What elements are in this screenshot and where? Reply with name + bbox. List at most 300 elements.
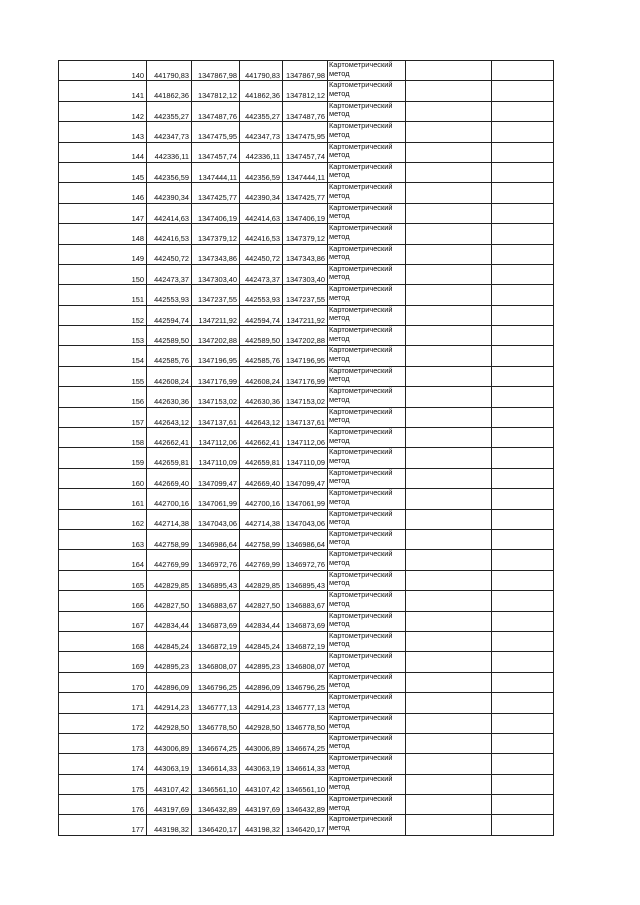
table-row [59,529,554,549]
y-coordinate-repeat-cell: 1346986,64 [283,529,328,549]
y-coordinate-repeat-cell: 1346883,67 [283,591,328,611]
y-coordinate-cell: 1346614,33 [192,754,240,774]
x-coordinate-repeat-cell: 442845,24 [240,631,283,651]
y-coordinate-cell: 1346420,17 [192,815,240,835]
empty-cell [492,366,554,386]
x-coordinate-repeat-cell: 442450,72 [240,244,283,264]
y-coordinate-repeat-cell: 1347176,99 [283,366,328,386]
x-coordinate-repeat-cell: 442473,37 [240,264,283,284]
y-coordinate-cell: 1347303,40 [192,264,240,284]
method-cell: Картометрический метод [328,387,406,407]
y-coordinate-cell: 1347099,47 [192,468,240,488]
y-coordinate-cell: 1346895,43 [192,570,240,590]
table-row [59,326,554,346]
point-number-cell: 144 [59,142,147,162]
method-cell: Картометрический метод [328,754,406,774]
point-number-cell: 148 [59,224,147,244]
point-number-cell: 164 [59,550,147,570]
empty-cell [406,611,492,631]
y-coordinate-cell: 1347812,12 [192,81,240,101]
empty-cell [406,550,492,570]
table-row [59,795,554,815]
empty-cell [492,529,554,549]
y-coordinate-cell: 1346777,13 [192,693,240,713]
y-coordinate-cell: 1347379,12 [192,224,240,244]
table-row [59,570,554,590]
empty-cell [492,468,554,488]
empty-cell [406,61,492,81]
x-coordinate-cell: 442834,44 [147,611,192,631]
x-coordinate-cell: 442414,63 [147,203,192,223]
point-number-cell: 145 [59,162,147,182]
method-cell: Картометрический метод [328,81,406,101]
empty-cell [492,142,554,162]
x-coordinate-repeat-cell: 442336,11 [240,142,283,162]
x-coordinate-cell: 442914,23 [147,693,192,713]
x-coordinate-repeat-cell: 442585,76 [240,346,283,366]
x-coordinate-cell: 442630,36 [147,387,192,407]
x-coordinate-repeat-cell: 442895,23 [240,652,283,672]
y-coordinate-cell: 1347137,61 [192,407,240,427]
y-coordinate-cell: 1346808,07 [192,652,240,672]
empty-cell [406,591,492,611]
y-coordinate-repeat-cell: 1347867,98 [283,61,328,81]
table-row [59,387,554,407]
y-coordinate-cell: 1347475,95 [192,122,240,142]
x-coordinate-cell: 443063,19 [147,754,192,774]
x-coordinate-repeat-cell: 442356,59 [240,162,283,182]
method-cell: Картометрический метод [328,407,406,427]
method-cell: Картометрический метод [328,346,406,366]
empty-cell [406,815,492,835]
x-coordinate-repeat-cell: 442758,99 [240,529,283,549]
method-cell: Картометрический метод [328,428,406,448]
empty-cell [492,754,554,774]
empty-cell [492,428,554,448]
method-cell: Картометрический метод [328,591,406,611]
table-row [59,122,554,142]
point-number-cell: 169 [59,652,147,672]
empty-cell [492,509,554,529]
empty-cell [492,61,554,81]
empty-cell [492,672,554,692]
empty-cell [406,468,492,488]
table-row [59,448,554,468]
empty-cell [406,203,492,223]
x-coordinate-cell: 442355,27 [147,101,192,121]
table-row [59,81,554,101]
x-coordinate-repeat-cell: 442659,81 [240,448,283,468]
x-coordinate-cell: 442896,09 [147,672,192,692]
y-coordinate-repeat-cell: 1347153,02 [283,387,328,407]
empty-cell [492,611,554,631]
y-coordinate-repeat-cell: 1347406,19 [283,203,328,223]
empty-cell [492,101,554,121]
table-row [59,162,554,182]
y-coordinate-cell: 1347202,88 [192,326,240,346]
x-coordinate-repeat-cell: 442414,63 [240,203,283,223]
y-coordinate-cell: 1346972,76 [192,550,240,570]
y-coordinate-cell: 1347444,11 [192,162,240,182]
empty-cell [406,713,492,733]
point-number-cell: 170 [59,672,147,692]
x-coordinate-cell: 441862,36 [147,81,192,101]
empty-cell [406,529,492,549]
empty-cell [406,407,492,427]
y-coordinate-cell: 1346561,10 [192,774,240,794]
table-row [59,672,554,692]
y-coordinate-cell: 1346778,50 [192,713,240,733]
y-coordinate-cell: 1347153,02 [192,387,240,407]
y-coordinate-cell: 1346432,89 [192,795,240,815]
y-coordinate-repeat-cell: 1346808,07 [283,652,328,672]
x-coordinate-cell: 442390,34 [147,183,192,203]
x-coordinate-repeat-cell: 442700,16 [240,489,283,509]
method-cell: Картометрический метод [328,774,406,794]
x-coordinate-repeat-cell: 441862,36 [240,81,283,101]
x-coordinate-cell: 442827,50 [147,591,192,611]
x-coordinate-cell: 442769,99 [147,550,192,570]
x-coordinate-repeat-cell: 443197,69 [240,795,283,815]
table-row [59,244,554,264]
method-cell: Картометрический метод [328,468,406,488]
x-coordinate-repeat-cell: 442834,44 [240,611,283,631]
empty-cell [492,591,554,611]
method-cell: Картометрический метод [328,795,406,815]
method-cell: Картометрический метод [328,264,406,284]
y-coordinate-repeat-cell: 1347110,09 [283,448,328,468]
method-cell: Картометрический метод [328,305,406,325]
y-coordinate-cell: 1347061,99 [192,489,240,509]
empty-cell [492,713,554,733]
method-cell: Картометрический метод [328,489,406,509]
x-coordinate-repeat-cell: 441790,83 [240,61,283,81]
x-coordinate-repeat-cell: 443107,42 [240,774,283,794]
point-number-cell: 175 [59,774,147,794]
empty-cell [406,122,492,142]
y-coordinate-repeat-cell: 1347112,06 [283,428,328,448]
y-coordinate-cell: 1346986,64 [192,529,240,549]
y-coordinate-repeat-cell: 1347202,88 [283,326,328,346]
table-row [59,224,554,244]
y-coordinate-repeat-cell: 1347343,86 [283,244,328,264]
table-row [59,631,554,651]
method-cell: Картометрический метод [328,162,406,182]
x-coordinate-repeat-cell: 442594,74 [240,305,283,325]
y-coordinate-repeat-cell: 1346674,25 [283,733,328,753]
empty-cell [406,162,492,182]
point-number-cell: 166 [59,591,147,611]
x-coordinate-repeat-cell: 442630,36 [240,387,283,407]
empty-cell [406,672,492,692]
method-cell: Картометрический метод [328,611,406,631]
method-cell: Картометрический метод [328,142,406,162]
point-number-cell: 167 [59,611,147,631]
point-number-cell: 150 [59,264,147,284]
y-coordinate-repeat-cell: 1346895,43 [283,570,328,590]
empty-cell [492,81,554,101]
x-coordinate-cell: 442473,37 [147,264,192,284]
x-coordinate-repeat-cell: 442669,40 [240,468,283,488]
empty-cell [406,448,492,468]
empty-cell [406,285,492,305]
empty-cell [492,244,554,264]
point-number-cell: 158 [59,428,147,448]
y-coordinate-repeat-cell: 1347457,74 [283,142,328,162]
method-cell: Картометрический метод [328,101,406,121]
x-coordinate-repeat-cell: 442390,34 [240,183,283,203]
empty-cell [406,387,492,407]
table-row [59,693,554,713]
x-coordinate-cell: 442608,24 [147,366,192,386]
x-coordinate-cell: 442643,12 [147,407,192,427]
point-number-cell: 149 [59,244,147,264]
empty-cell [492,264,554,284]
point-number-cell: 142 [59,101,147,121]
empty-cell [406,489,492,509]
point-number-cell: 160 [59,468,147,488]
point-number-cell: 161 [59,489,147,509]
method-cell: Картометрический метод [328,570,406,590]
y-coordinate-repeat-cell: 1347196,95 [283,346,328,366]
point-number-cell: 147 [59,203,147,223]
x-coordinate-cell: 442594,74 [147,305,192,325]
method-cell: Картометрический метод [328,550,406,570]
y-coordinate-repeat-cell: 1346561,10 [283,774,328,794]
empty-cell [492,570,554,590]
table-row [59,183,554,203]
empty-cell [406,509,492,529]
y-coordinate-cell: 1347176,99 [192,366,240,386]
y-coordinate-repeat-cell: 1347475,95 [283,122,328,142]
method-cell: Картометрический метод [328,733,406,753]
table-row [59,346,554,366]
table-body [59,61,554,836]
table-row [59,652,554,672]
y-coordinate-cell: 1346883,67 [192,591,240,611]
empty-cell [492,387,554,407]
y-coordinate-cell: 1346796,25 [192,672,240,692]
empty-cell [406,81,492,101]
table-row [59,101,554,121]
table-row [59,611,554,631]
x-coordinate-cell: 442450,72 [147,244,192,264]
x-coordinate-repeat-cell: 443063,19 [240,754,283,774]
empty-cell [406,264,492,284]
x-coordinate-cell: 443107,42 [147,774,192,794]
y-coordinate-repeat-cell: 1347211,92 [283,305,328,325]
point-number-cell: 146 [59,183,147,203]
y-coordinate-repeat-cell: 1346873,69 [283,611,328,631]
x-coordinate-repeat-cell: 442608,24 [240,366,283,386]
table-row [59,713,554,733]
table-row [59,468,554,488]
y-coordinate-cell: 1347112,06 [192,428,240,448]
x-coordinate-repeat-cell: 442416,53 [240,224,283,244]
method-cell: Картометрический метод [328,631,406,651]
point-number-cell: 155 [59,366,147,386]
x-coordinate-cell: 442829,85 [147,570,192,590]
y-coordinate-cell: 1347043,06 [192,509,240,529]
point-number-cell: 143 [59,122,147,142]
method-cell: Картометрический метод [328,244,406,264]
y-coordinate-repeat-cell: 1347099,47 [283,468,328,488]
empty-cell [492,774,554,794]
coordinates-table [58,60,554,836]
x-coordinate-cell: 442347,73 [147,122,192,142]
y-coordinate-cell: 1346872,19 [192,631,240,651]
empty-cell [406,570,492,590]
method-cell: Картометрический метод [328,61,406,81]
y-coordinate-cell: 1346873,69 [192,611,240,631]
table-row [59,366,554,386]
method-cell: Картометрический метод [328,509,406,529]
empty-cell [492,448,554,468]
x-coordinate-repeat-cell: 442714,38 [240,509,283,529]
table-row [59,815,554,835]
empty-cell [406,754,492,774]
x-coordinate-cell: 442416,53 [147,224,192,244]
point-number-cell: 174 [59,754,147,774]
y-coordinate-cell: 1346674,25 [192,733,240,753]
point-number-cell: 172 [59,713,147,733]
x-coordinate-cell: 442669,40 [147,468,192,488]
x-coordinate-cell: 442662,41 [147,428,192,448]
y-coordinate-cell: 1347457,74 [192,142,240,162]
table-row [59,407,554,427]
x-coordinate-repeat-cell: 442347,73 [240,122,283,142]
x-coordinate-repeat-cell: 442553,93 [240,285,283,305]
y-coordinate-repeat-cell: 1347812,12 [283,81,328,101]
table-row [59,509,554,529]
empty-cell [406,652,492,672]
table-row [59,142,554,162]
method-cell: Картометрический метод [328,285,406,305]
empty-cell [492,631,554,651]
y-coordinate-cell: 1347211,92 [192,305,240,325]
point-number-cell: 162 [59,509,147,529]
table-row [59,264,554,284]
empty-cell [406,244,492,264]
point-number-cell: 154 [59,346,147,366]
x-coordinate-repeat-cell: 442827,50 [240,591,283,611]
empty-cell [492,652,554,672]
x-coordinate-cell: 442336,11 [147,142,192,162]
point-number-cell: 176 [59,795,147,815]
method-cell: Картометрический метод [328,815,406,835]
x-coordinate-cell: 442356,59 [147,162,192,182]
empty-cell [492,693,554,713]
y-coordinate-repeat-cell: 1346972,76 [283,550,328,570]
x-coordinate-cell: 443197,69 [147,795,192,815]
y-coordinate-repeat-cell: 1346432,89 [283,795,328,815]
y-coordinate-repeat-cell: 1347237,55 [283,285,328,305]
x-coordinate-repeat-cell: 442829,85 [240,570,283,590]
x-coordinate-cell: 443006,89 [147,733,192,753]
method-cell: Картометрический метод [328,122,406,142]
point-number-cell: 152 [59,305,147,325]
table-row [59,489,554,509]
empty-cell [492,346,554,366]
empty-cell [406,693,492,713]
empty-cell [492,795,554,815]
empty-cell [492,122,554,142]
method-cell: Картометрический метод [328,448,406,468]
empty-cell [492,815,554,835]
x-coordinate-cell: 441790,83 [147,61,192,81]
y-coordinate-repeat-cell: 1346778,50 [283,713,328,733]
table-row [59,550,554,570]
x-coordinate-repeat-cell: 442643,12 [240,407,283,427]
y-coordinate-cell: 1347110,09 [192,448,240,468]
empty-cell [406,326,492,346]
method-cell: Картометрический метод [328,183,406,203]
empty-cell [406,795,492,815]
table-row [59,61,554,81]
x-coordinate-cell: 442895,23 [147,652,192,672]
x-coordinate-cell: 442659,81 [147,448,192,468]
x-coordinate-cell: 442700,16 [147,489,192,509]
point-number-cell: 151 [59,285,147,305]
y-coordinate-cell: 1347343,86 [192,244,240,264]
empty-cell [406,305,492,325]
y-coordinate-cell: 1347237,55 [192,285,240,305]
method-cell: Картометрический метод [328,672,406,692]
x-coordinate-repeat-cell: 442928,50 [240,713,283,733]
table-row [59,591,554,611]
point-number-cell: 163 [59,529,147,549]
empty-cell [406,733,492,753]
y-coordinate-repeat-cell: 1346872,19 [283,631,328,651]
empty-cell [406,774,492,794]
point-number-cell: 156 [59,387,147,407]
method-cell: Картометрический метод [328,366,406,386]
empty-cell [492,285,554,305]
y-coordinate-repeat-cell: 1347425,77 [283,183,328,203]
y-coordinate-cell: 1347487,76 [192,101,240,121]
empty-cell [492,183,554,203]
point-number-cell: 173 [59,733,147,753]
y-coordinate-repeat-cell: 1347379,12 [283,224,328,244]
empty-cell [492,203,554,223]
point-number-cell: 165 [59,570,147,590]
empty-cell [406,428,492,448]
y-coordinate-repeat-cell: 1347303,40 [283,264,328,284]
x-coordinate-repeat-cell: 442589,50 [240,326,283,346]
point-number-cell: 157 [59,407,147,427]
table-row [59,203,554,223]
y-coordinate-cell: 1347196,95 [192,346,240,366]
y-coordinate-repeat-cell: 1347487,76 [283,101,328,121]
method-cell: Картометрический метод [328,203,406,223]
empty-cell [406,346,492,366]
x-coordinate-cell: 443198,32 [147,815,192,835]
point-number-cell: 168 [59,631,147,651]
y-coordinate-repeat-cell: 1346420,17 [283,815,328,835]
empty-cell [406,224,492,244]
y-coordinate-repeat-cell: 1346614,33 [283,754,328,774]
point-number-cell: 177 [59,815,147,835]
empty-cell [406,101,492,121]
table-row [59,774,554,794]
y-coordinate-repeat-cell: 1347137,61 [283,407,328,427]
x-coordinate-cell: 442714,38 [147,509,192,529]
x-coordinate-cell: 442845,24 [147,631,192,651]
empty-cell [492,162,554,182]
y-coordinate-cell: 1347867,98 [192,61,240,81]
x-coordinate-cell: 442553,93 [147,285,192,305]
method-cell: Картометрический метод [328,529,406,549]
